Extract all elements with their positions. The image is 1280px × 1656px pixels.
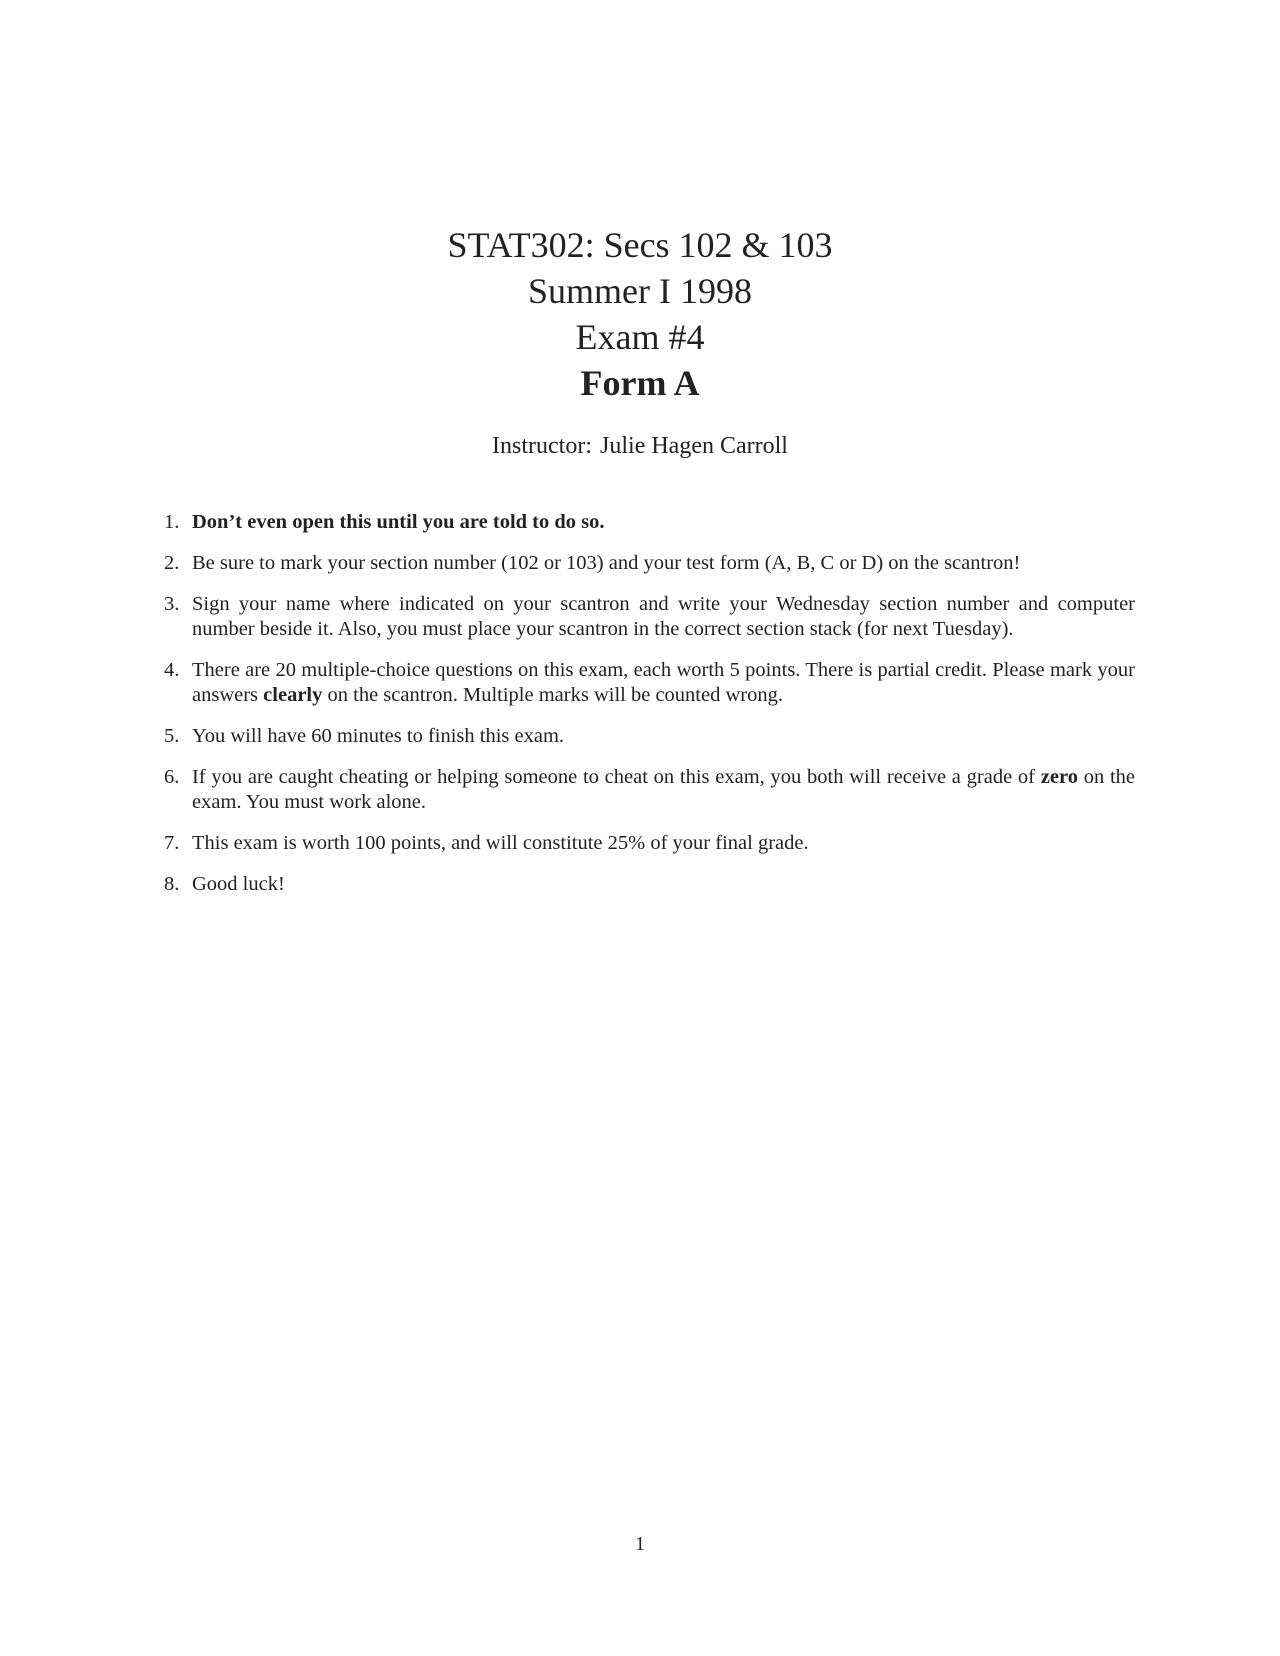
item-text: on the scantron. Multiple marks will be counted wrong.: [322, 684, 783, 706]
term-title: Summer I 1998: [528, 271, 752, 311]
item-number: 4.: [164, 659, 180, 681]
item-number: 1.: [164, 511, 180, 533]
item-number: 8.: [164, 873, 180, 895]
item-number: 5.: [164, 725, 180, 747]
list-item: [160, 831, 1135, 856]
list-item: [160, 724, 1135, 749]
item-number: 2.: [164, 552, 180, 574]
item-text-bold: zero: [1040, 766, 1078, 788]
list-item: [160, 551, 1135, 576]
instructor-line: [0, 431, 1280, 461]
item-text: You will have 60 minutes to finish this exam.: [192, 725, 565, 747]
item-text: Good luck!: [192, 873, 285, 895]
list-item: [160, 592, 1135, 642]
instructor-name: Julie Hagen Carroll: [600, 433, 788, 459]
instructor-label: Instructor:: [492, 433, 593, 459]
course-title: STAT302: Secs 102 & 103: [447, 225, 833, 265]
list-item: [160, 510, 1135, 535]
item-text: If you are caught cheating or helping someone to cheat on this exam, you both will receive a grade of: [192, 766, 1041, 788]
item-number: 3.: [164, 593, 180, 615]
page-number: 1: [635, 1533, 645, 1555]
item-text: There are 20 multiple-choice questions on this exam, each worth 5 points. There is partial credit. Please mark your answers: [192, 659, 1135, 706]
item-text: Be sure to mark your section number (102 or 103) and your test form (A, B, C or D) on the scantron!: [192, 552, 1021, 574]
exam-title: Exam #4: [575, 317, 705, 357]
item-text: on the exam. You must work alone.: [192, 766, 1136, 813]
item-text: Sign your name where indicated on your scantron and write your Wednesday section number and computer number beside it. Also, you must place your scantron in the correct section stack (for next Tuesday).: [192, 593, 1135, 640]
form-title: Form A: [580, 363, 700, 403]
item-text: This exam is worth 100 points, and will constitute 25% of your final grade.: [192, 832, 809, 854]
instructions-list: [160, 510, 1135, 913]
list-item: [160, 872, 1135, 897]
list-item: [160, 765, 1135, 815]
item-number: 7.: [164, 832, 180, 854]
list-item: [160, 658, 1135, 708]
item-text-bold: Don’t even open this until you are told to do so.: [192, 511, 605, 533]
item-text-bold: clearly: [263, 684, 323, 706]
item-number: 6.: [164, 766, 180, 788]
title-block: [0, 222, 1280, 406]
